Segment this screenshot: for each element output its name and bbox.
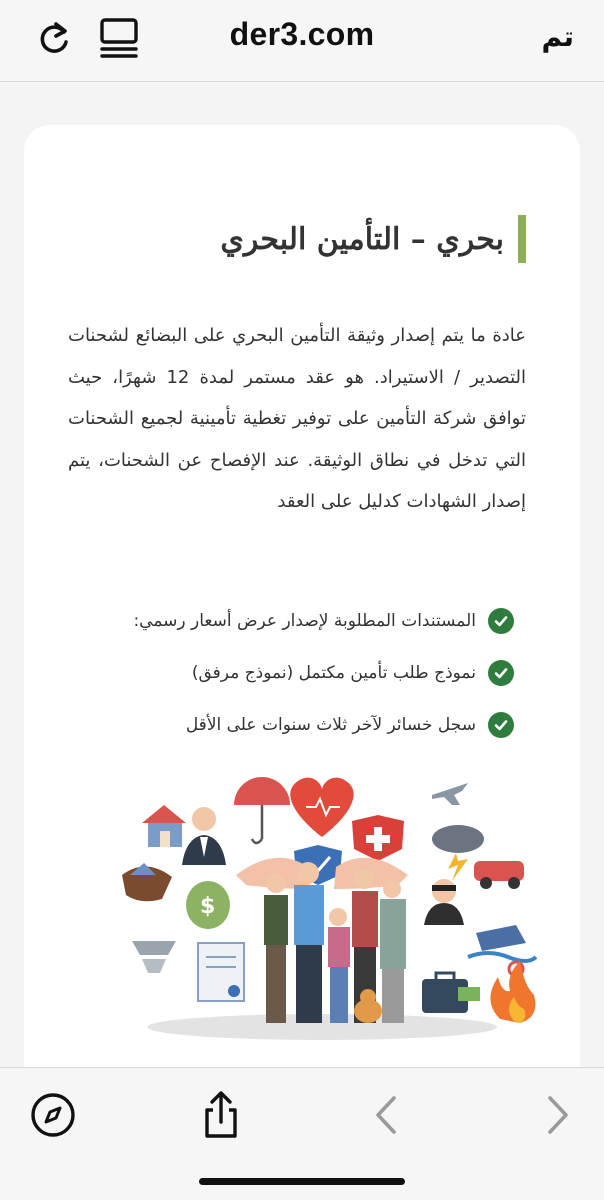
list-item — [74, 647, 514, 699]
back-chevron-icon[interactable] — [362, 1090, 412, 1140]
heading-accent-bar — [518, 215, 526, 263]
check-circle-icon — [488, 660, 514, 686]
list-item-label: سجل خسائر لآخر ثلاث سنوات على الأقل — [185, 715, 476, 735]
list-item — [74, 595, 514, 647]
web-page — [0, 83, 604, 1067]
check-circle-icon — [488, 712, 514, 738]
compass-icon[interactable] — [28, 1090, 78, 1140]
browser-top-bar — [0, 0, 604, 82]
home-indicator[interactable] — [199, 1178, 405, 1185]
share-icon[interactable] — [196, 1090, 246, 1140]
check-circle-icon — [488, 608, 514, 634]
requirements-list — [74, 595, 514, 751]
content-card — [24, 125, 580, 1067]
list-item-label: نموذج طلب تأمين مكتمل (نموذج مرفق) — [191, 663, 476, 683]
url-field[interactable]: der3.com — [229, 16, 375, 52]
forward-chevron-icon[interactable] — [534, 1090, 584, 1140]
article-paragraph: عادة ما يتم إصدار وثيقة التأمين البحري على البضائع لشحنات التصدير / الاستيراد. هو عقد مستمر لمدة 12 شهرًا، حيث توافق شركة التأمين على توفير تغطية تأمينية لجميع الشحنات التي تدخل في نطاق الوثيقة. عند الإفصاح عن الشحنات، يتم إصدار الشهادات كدليل على العقد — [68, 325, 526, 512]
svg-text:$: $ — [200, 894, 216, 919]
insurance-family-illustration — [96, 765, 548, 1065]
section-heading — [220, 215, 526, 263]
done-button[interactable]: تم — [541, 20, 574, 53]
page-title: بحري – التأمين البحري — [220, 221, 504, 257]
list-item-label: المستندات المطلوبة لإصدار عرض أسعار رسمي: — [133, 611, 476, 631]
list-item — [74, 699, 514, 751]
